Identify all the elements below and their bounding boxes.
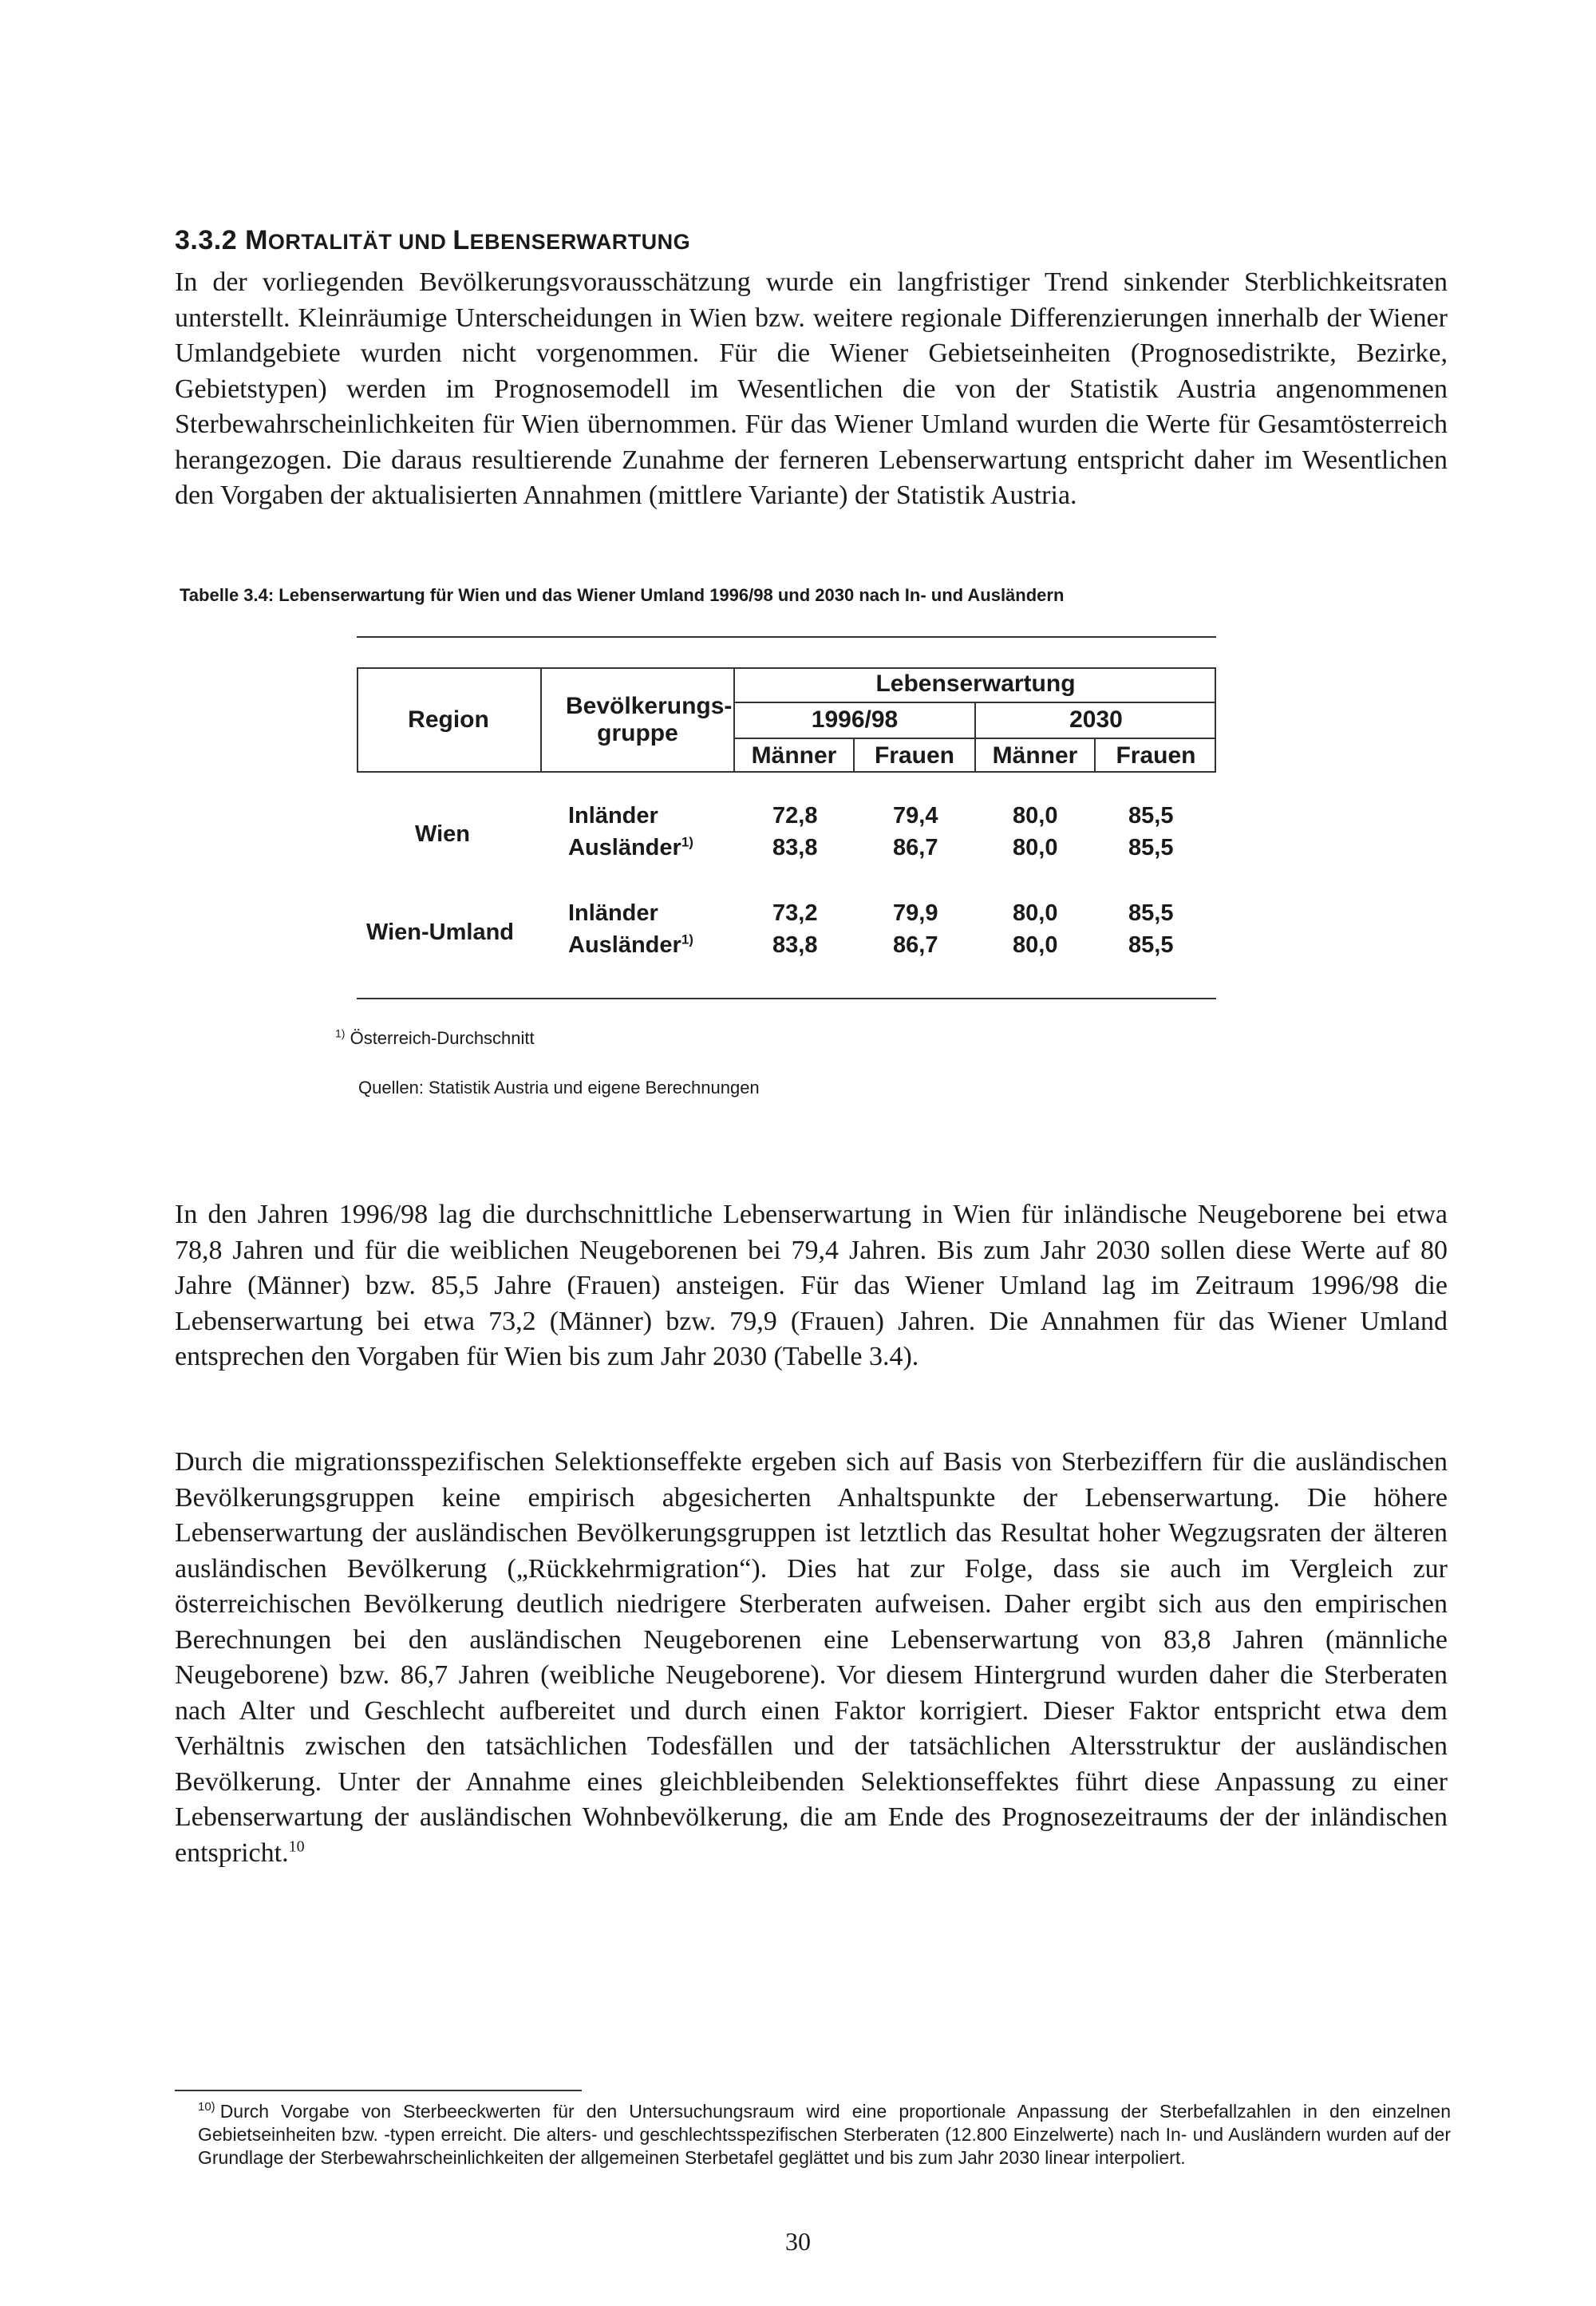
footnote: $^{10)}$ Durch Vorgabe von Sterbeeckwerten für den Untersuchungsraum wird eine proportionale Anpassung der Sterbefallzahlen in den einzelnen Gebietseinheiten bzw. -typen erreicht. Die alters- und geschlechtsspezifischen Sterberaten (12.800 Einzelwerte) nach In- und Ausländern wurden auf der Grundlage der Sterbewahrscheinlichkeiten der allgemeinen Sterbetafel geglättet und bis zum Jahr 2030 linear interpoliert. xyxy=(198,2100,1451,2168)
value-cell: 83,8 xyxy=(772,835,818,860)
value-cell: 86,7 xyxy=(893,932,938,958)
header-region: Region xyxy=(408,706,489,733)
group-label: Ausländer$^{1)}$ xyxy=(568,931,693,958)
value-cell: 72,8 xyxy=(772,803,818,829)
paragraph-life-expectancy: In den Jahren 1996/98 lag die durchschnittliche Lebenserwartung in Wien für inländische Neugeborene bei etwa 78,8 Jahren und für die weiblichen Neugeborenen bei 79,4 Jahren. Bis zum Jahr 2030 sollen diese Werte auf 80 Jahre (Männer) bzw. 85,5 Jahre (Frauen) ansteigen. Für das Wiener Umland lag im Zeitraum 1996/98 die Lebenserwartung bei etwa 73,2 (Männer) bzw. 79,9 (Frauen) Jahren. Die Annahmen für das Wiener Umland entsprechen den Vorgaben für Wien bis zum Jahr 2030 (Tabelle 3.4). xyxy=(175,1200,1448,1371)
section-number: 3.3.2 xyxy=(175,225,238,255)
table-source: Quellen: Statistik Austria und eigene Berechnungen xyxy=(358,1078,760,1098)
header-women: Frauen xyxy=(1116,742,1196,769)
group-label: Inländer xyxy=(568,803,658,829)
table-top-rule xyxy=(357,636,1216,638)
header-year-1996: 1996/98 xyxy=(811,706,899,734)
table-caption: Tabelle 3.4: Lebenserwartung für Wien und das Wiener Umland 1996/98 und 2030 nach In- und Ausländern xyxy=(180,585,1065,605)
section-title: 3.3.2 MORTALITÄT UND LEBENSERWARTUNG xyxy=(175,225,691,255)
value-cell: 86,7 xyxy=(893,835,938,860)
value-cell: 85,5 xyxy=(1128,803,1174,829)
paragraph-intro: In der vorliegenden Bevölkerungsvorausschätzung wurde ein langfristiger Trend sinkender Sterblichkeitsraten unterstellt. Kleinräumige Unterscheidungen in Wien bzw. weitere regionale Differenzierungen innerhalb der Wiener Umlandgebiete wurden nicht vorgenommen. Für die Wiener Gebietseinheiten (Prognosedistrikte, Bezirke, Gebietstypen) werden im Prognosemodell im Wesentlichen die von der Statistik Austria angenommenen Sterbewahrscheinlichkeiten für Wien übernommen. Für das Wiener Umland wurden die Werte für Gesamtösterreich herangezogen. Die daraus resultierende Zunahme der ferneren Lebenserwartung entspricht daher im Wesentlichen den Vorgaben der aktualisierten Annahmen (mittlere Variante) der Statistik Austria. xyxy=(175,267,1448,510)
value-cell: 80,0 xyxy=(1013,900,1058,926)
value-cell: 85,5 xyxy=(1128,835,1174,860)
group-label: Ausländer$^{1)}$ xyxy=(568,834,693,860)
region-label: Wien xyxy=(415,821,471,847)
value-cell: 85,5 xyxy=(1128,932,1174,958)
value-cell: 80,0 xyxy=(1013,803,1058,829)
footnote-rule xyxy=(175,2090,582,2091)
region-label: Wien-Umland xyxy=(366,920,515,945)
table-note: $^{1)}$ Österreich-Durchschnitt xyxy=(335,1026,535,1048)
paragraph-selection-effects: Durch die migrationsspezifischen Selektionseffekte ergeben sich auf Basis von Sterbeziffern für die ausländischen Bevölkerungsgruppen keine empirisch abgesicherten Anhaltspunkte der Lebenserwartung. Die höhere Lebenserwartung der ausländischen Bevölkerungsgruppen ist letztlich das Resultat hoher Wegzugsraten der älteren ausländischen Bevölkerung („Rückkehrmigration“). Dies hat zur Folge, dass sie auch im Vergleich zur österreichischen Bevölkerung deutlich niedrigere Sterberaten aufweisen. Daher ergibt sich aus den empirischen Berechnungen bei den ausländischen Neugeborenen eine Lebenserwartung von 83,8 Jahren (männliche Neugeborene) bzw. 86,7 Jahren (weibliche Neugeborene). Vor diesem Hintergrund wurden daher die Sterberaten nach Alter und Geschlecht aufbereitet und durch einen Faktor korrigiert. Dieser Faktor entspricht etwa dem Verhältnis zwischen den tatsächlichen Todesfällen und der tatsächlichen Altersstruktur der ausländischen Bevölkerung. Unter der Annahme eines gleichbleibenden Selektionseffektes führt diese Anpassung zu einer Lebenserwartung der ausländischen Wohnbevölkerung, die am Ende des Prognosezeitraums der der inländischen entspricht.$^{10}$ xyxy=(175,1447,1448,1868)
footnote-reference: 10 xyxy=(288,1837,305,1856)
header-men: Männer xyxy=(992,742,1078,769)
header-group: Bevölkerungs-gruppe xyxy=(566,692,733,746)
value-cell: 73,2 xyxy=(772,900,818,926)
header-men: Männer xyxy=(751,742,837,769)
value-cell: 79,9 xyxy=(893,900,938,926)
page-number: 30 xyxy=(785,2227,811,2256)
table-bottom-rule xyxy=(357,998,1216,999)
value-cell: 85,5 xyxy=(1128,900,1174,926)
value-cell: 80,0 xyxy=(1013,932,1058,958)
header-year-2030: 2030 xyxy=(1069,706,1123,734)
value-cell: 79,4 xyxy=(893,803,938,829)
value-cell: 80,0 xyxy=(1013,835,1058,860)
group-label: Inländer xyxy=(568,900,658,926)
value-cell: 83,8 xyxy=(772,932,818,958)
header-women: Frauen xyxy=(874,742,955,769)
header-life-expectancy: Lebenserwartung xyxy=(875,670,1076,698)
